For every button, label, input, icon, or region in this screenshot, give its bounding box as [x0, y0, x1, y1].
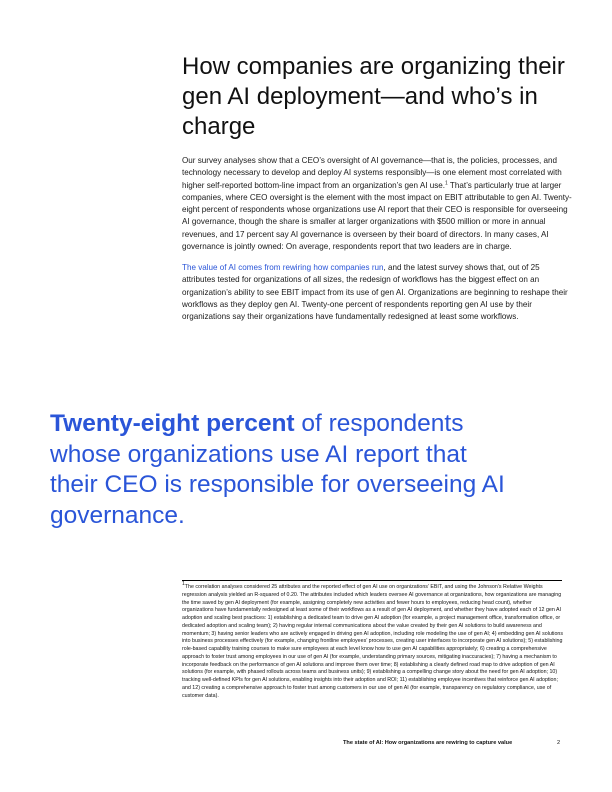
footnote-text: The correlation analyses considered 25 attributes and the reported effect of gen AI use on organizations’ EBIT, and using the Johnson’s Relative Weights regression analysis yielded an R-squared of 0.20. The attributes included which leaders oversee AI governance at organizations, how organizations are managing the time saved by gen AI deployment (for example, assigning completely new activities and fewer hours to employees, reducing head count), whether organizations have fundamentally redesigned at least some of their workflows as a result of gen AI deployment, and whether they have adopted each of 12 gen AI adoption and scaling best practices: 1) establishing a dedicated team to drive gen AI adoption (for example, a project management office, transformation office, or dedicated adoption and scaling team); 2) having regular internal communications about the value created by their gen AI solutions to build awareness and momentum; 3) having senior leaders who are actively engaged in driving gen AI adoption, including role modeling the use of gen AI; 4) embedding gen AI solutions into business processes effectively (for example, changing frontline employees’ processes, creating user interfaces to incorporate gen AI solutions); 5) establishing role-based capability training courses to make sure employees at each level know how to use gen AI capabilities appropriately; 6) creating a comprehensive approach to foster trust among employees in our use of gen AI (for example, understanding primary sources, mitigating inaccuracies); 7) having a mechanism to incorporate feedback on the performance of gen AI solutions and improve them over time; 8) establishing a clearly defined road map to drive adoption of gen AI solutions (for example, with phased rollouts across teams and business units); 9) establishing a compelling change story about the need for gen AI adoption; 10) tracking well-defined KPIs for gen AI solutions, enabling insights into their adoption and ROI; 11) establishing employee incentives that reinforce gen AI adoption; and 12) creating a comprehensive approach to foster trust among customers in our use of gen AI (for example, transparency on regulatory compliance, use of customer data). — [182, 584, 564, 699]
pull-quote — [50, 409, 520, 531]
body-paragraph-2 — [182, 262, 574, 323]
footnote-marker: 1 — [182, 581, 185, 588]
paragraph-1-text-continued: That’s particularly true at larger companies, where CEO oversight is the element with the most impact on EBIT attributable to gen AI. Twenty-eight percent of respondents whose organizations use AI report that their CEO is responsible for overseeing AI governance, though the share is smaller at larger organizations with $500 million or more in annual revenues, and 17 percent say AI governance is overseen by their board of directors. In many cases, AI governance is jointly owned: On average, respondents report that two leaders are in charge. — [182, 180, 572, 252]
pull-quote-text: of respondents whose organizations use AI report that their CEO is responsible for overseeing AI governance. — [50, 410, 505, 529]
paragraph-1-text: Our survey analyses show that a CEO’s oversight of AI governance—that is, the policies, processes, and technology necessary to develop and deploy AI systems responsibly—is one element most correlated with higher self-reported bottom-line impact from an organization’s gen AI use. — [182, 156, 562, 190]
body-paragraph-1 — [182, 155, 574, 253]
article-link[interactable]: The value of AI comes from rewiring how companies run — [182, 263, 384, 272]
page-number: 2 — [557, 740, 561, 746]
footnote-divider — [182, 580, 562, 581]
footer-title: The state of AI: How organizations are rewiring to capture value — [343, 740, 513, 746]
page-title: How companies are organizing their gen AI deployment—and who’s in charge — [182, 53, 565, 140]
paragraph-2-text: , and the latest survey shows that, out of 25 attributes tested for organizations of all sizes, the redesign of workflows has the biggest effect on an organization’s ability to see EBIT impact from its use of gen AI. Organizations are beginning to reshape their workflows as they deploy gen AI. Twenty-one percent of respondents reporting gen AI use by their organizations say their organizations have fundamentally redesigned at least some workflows. — [182, 263, 568, 322]
pull-quote-emphasis: Twenty-eight percent — [50, 410, 295, 437]
footnote-reference[interactable]: 1 — [445, 179, 448, 186]
footnote — [182, 581, 564, 700]
